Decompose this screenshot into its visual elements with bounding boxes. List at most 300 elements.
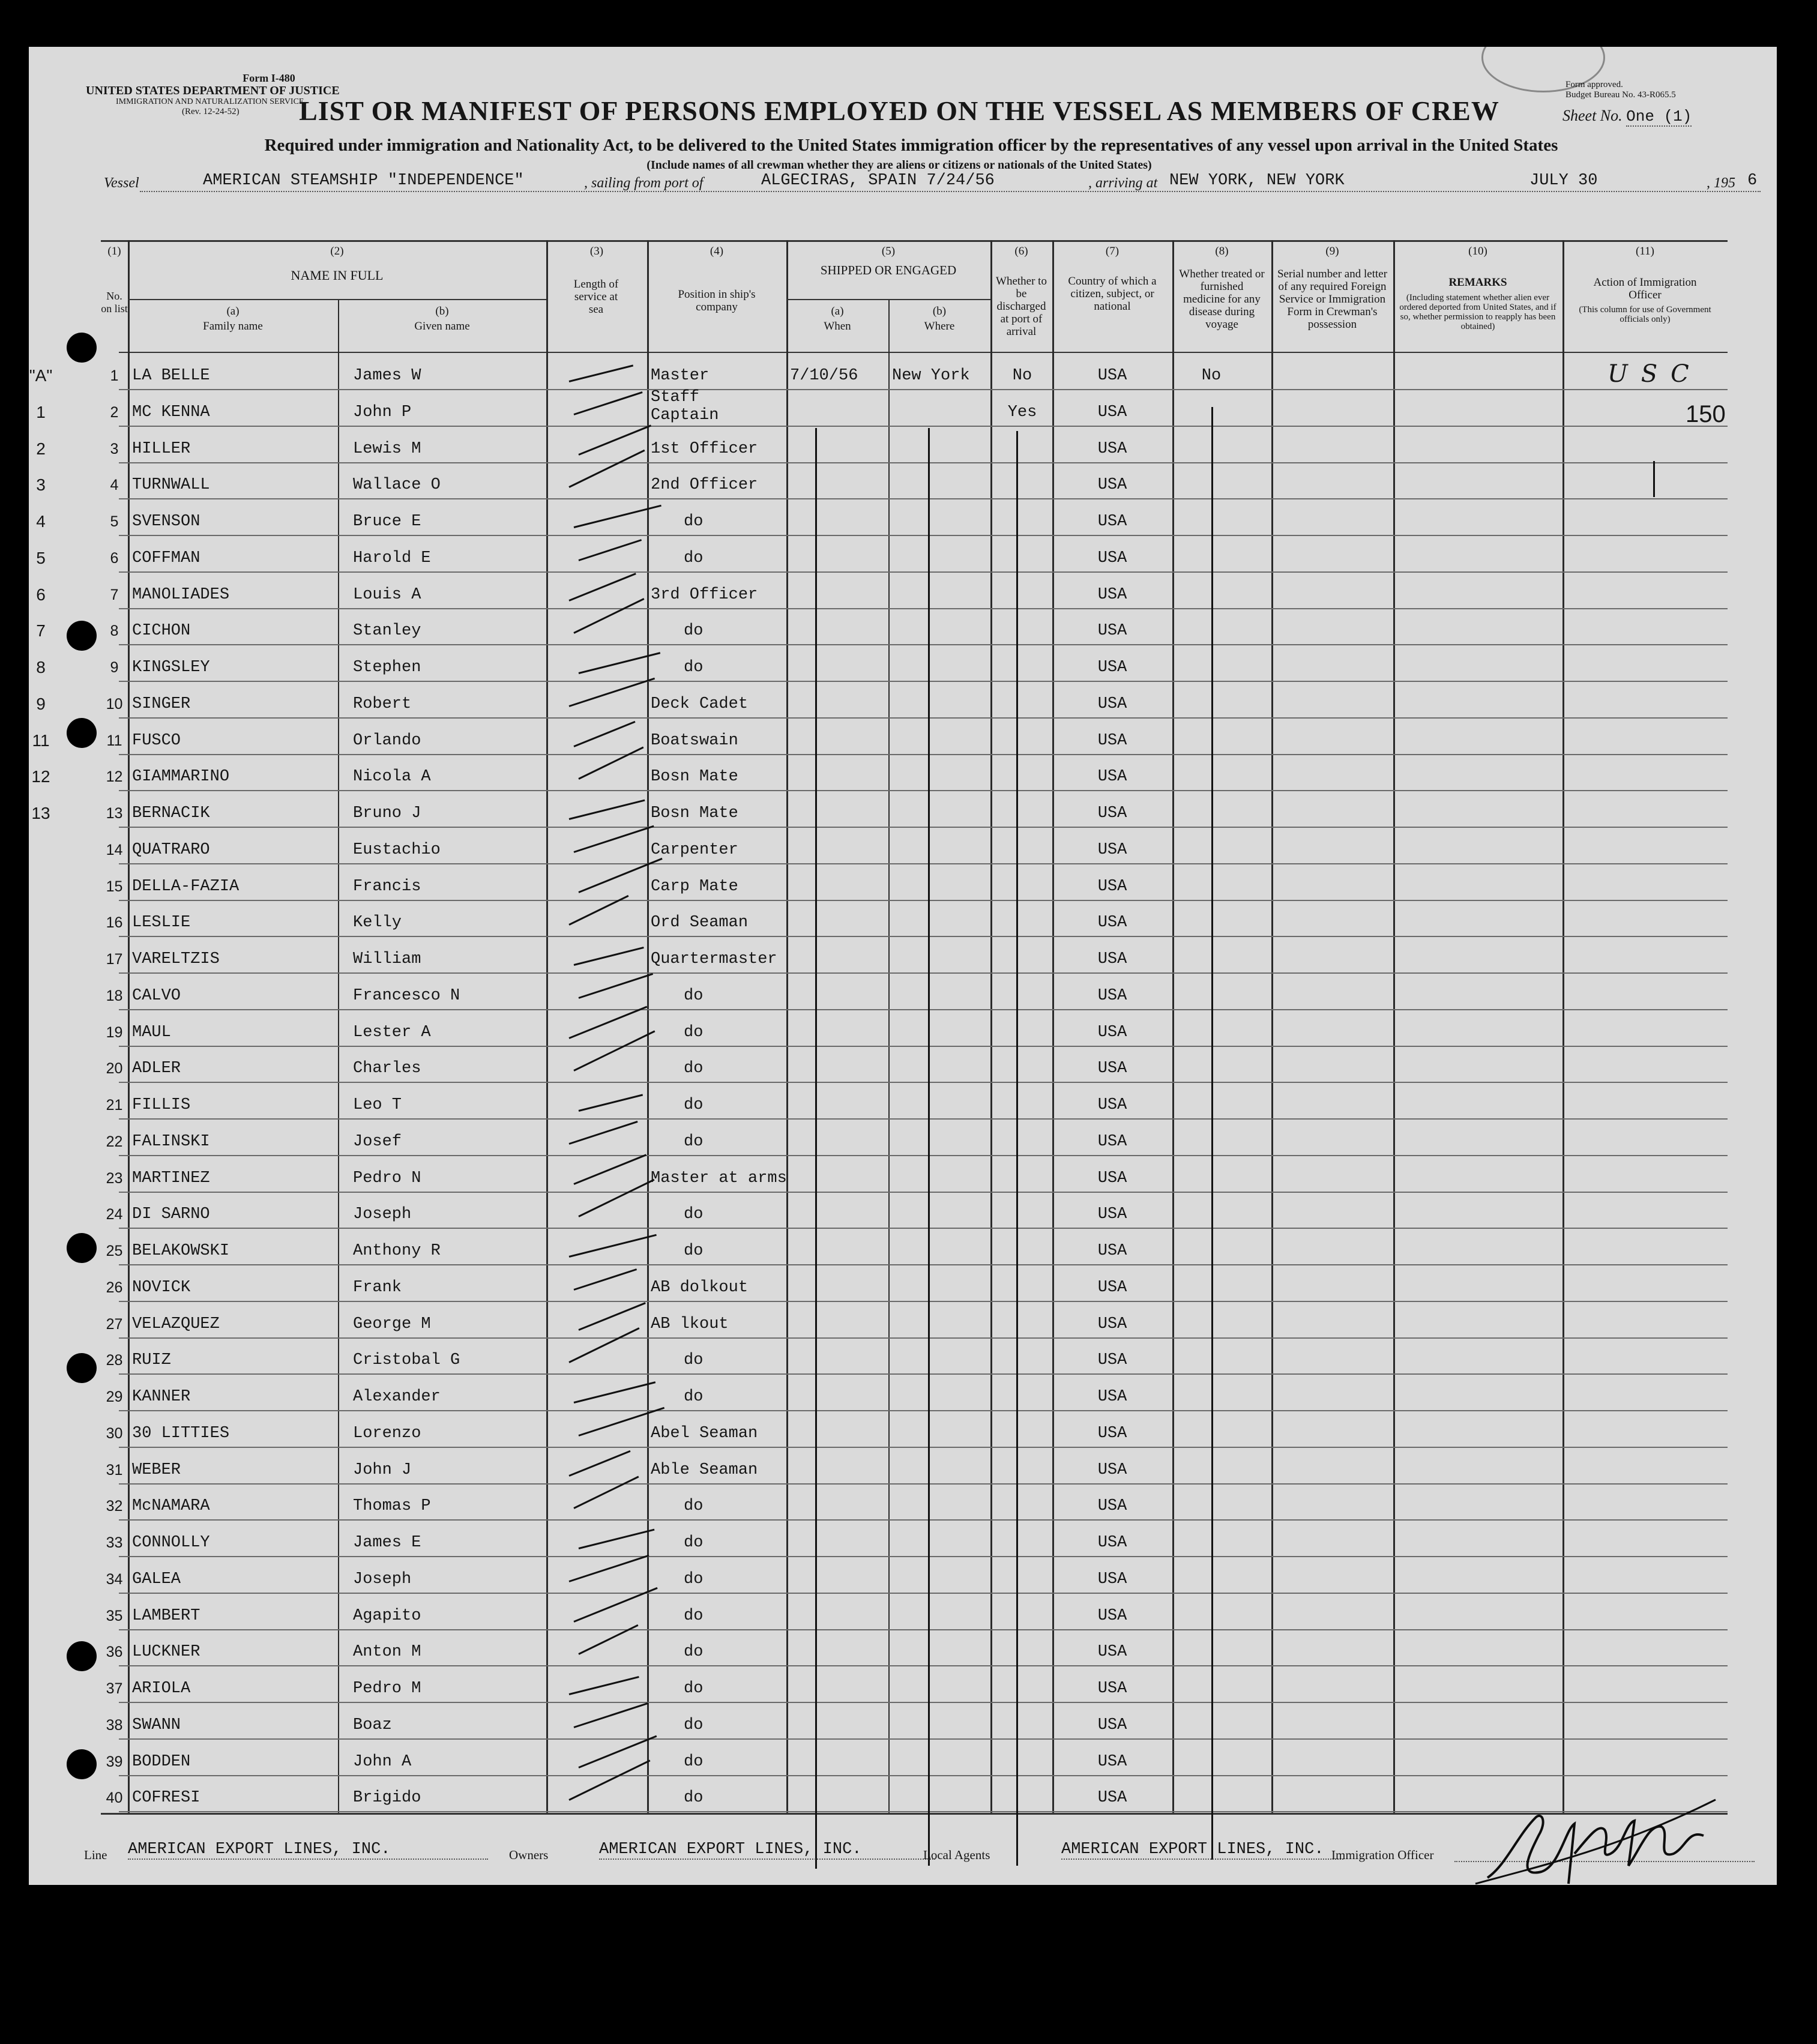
table-row: [29, 573, 1777, 609]
row-rule: [119, 608, 1728, 609]
row-number: 22: [106, 1133, 123, 1150]
check-mark: [569, 364, 633, 382]
table-row: [29, 537, 1777, 573]
row-rule: [119, 1264, 1728, 1265]
position: Bosn Mate: [651, 804, 738, 822]
family-name: MANOLIADES: [132, 585, 230, 604]
position: 2nd Officer: [651, 476, 758, 495]
position: Ord Seaman: [651, 914, 749, 932]
check-mark: [568, 1450, 630, 1476]
budget-bureau: Budget Bureau No. 43-R065.5: [1565, 90, 1676, 100]
punch-hole: [67, 1353, 97, 1383]
row-number: 14: [106, 841, 123, 858]
country: USA: [1097, 1461, 1127, 1479]
table-row: [29, 1120, 1777, 1156]
officer-label: Immigration Officer: [1331, 1848, 1434, 1862]
arrival-date: JULY 30: [1529, 172, 1598, 190]
check-mark: [568, 1005, 647, 1039]
country: USA: [1097, 695, 1127, 713]
punch-hole: [67, 1233, 97, 1263]
position: do: [684, 1351, 704, 1370]
given-name: Joseph: [353, 1570, 412, 1588]
family-name: QUATRARO: [132, 840, 210, 859]
check-mark: [574, 505, 661, 528]
table-row: [29, 500, 1777, 536]
family-name: CONNOLLY: [132, 1534, 210, 1552]
col-4-header: Position in ship's company: [678, 288, 756, 313]
check-mark: [569, 1234, 657, 1258]
given-name: Lorenzo: [353, 1424, 421, 1443]
agents-label: Local Agents: [923, 1848, 990, 1862]
check-mark: [569, 1121, 638, 1145]
family-name: SVENSON: [132, 513, 200, 531]
row-rule: [119, 1483, 1728, 1485]
table-row: [29, 792, 1777, 828]
table-row: [29, 463, 1777, 499]
family-name: BERNACIK: [132, 804, 210, 822]
ditto-line-discharged: [1016, 431, 1018, 1866]
country: USA: [1097, 1169, 1127, 1187]
row-rule: [119, 1629, 1728, 1630]
discharged: Yes: [1007, 403, 1037, 421]
row-rule: [119, 717, 1728, 719]
row-number: 40: [106, 1789, 123, 1807]
position: do: [684, 1789, 704, 1807]
sailing-port: ALGECIRAS, SPAIN 7/24/56: [761, 172, 995, 190]
row-rule: [119, 1009, 1728, 1010]
family-name: LUCKNER: [132, 1643, 200, 1662]
row-rule: [119, 462, 1728, 463]
family-name: CICHON: [132, 622, 191, 641]
family-name: CALVO: [132, 986, 181, 1005]
line-value: AMERICAN EXPORT LINES, INC.: [128, 1841, 488, 1860]
agents-value: AMERICAN EXPORT LINES, INC.: [1061, 1841, 1343, 1860]
row-number: 35: [106, 1607, 123, 1624]
given-name: John A: [353, 1752, 412, 1771]
table-row: [29, 1157, 1777, 1193]
family-name: MC KENNA: [132, 403, 210, 421]
col-2b-header: Given name: [414, 320, 470, 333]
given-name: Brigido: [353, 1789, 421, 1807]
row-rule: [119, 827, 1728, 828]
given-name: Joseph: [353, 1205, 412, 1224]
position: do: [684, 549, 704, 567]
family-name: FALINSKI: [132, 1132, 210, 1151]
row-rule: [119, 1155, 1728, 1156]
country: USA: [1097, 585, 1127, 604]
family-name: 30 LITTIES: [132, 1424, 230, 1443]
table-row: [29, 1193, 1777, 1229]
table-row: [29, 646, 1777, 682]
margin-number: 4: [36, 512, 46, 531]
country: USA: [1097, 367, 1127, 385]
margin-number: 6: [36, 585, 46, 604]
country: USA: [1097, 914, 1127, 932]
col-11-num: (11): [1636, 245, 1654, 258]
row-number: 23: [106, 1169, 123, 1187]
position: do: [684, 1388, 704, 1406]
year-digit: 6: [1747, 172, 1758, 190]
col-9-num: (9): [1325, 245, 1339, 258]
family-name: KANNER: [132, 1388, 191, 1406]
service-name: IMMIGRATION AND NATURALIZATION SERVICE: [116, 97, 304, 106]
position: Carpenter: [651, 840, 738, 859]
position: do: [684, 1023, 704, 1042]
given-name: Anthony R: [353, 1242, 441, 1260]
punch-hole: [67, 1641, 97, 1671]
check-mark: [574, 391, 643, 415]
family-name: ADLER: [132, 1060, 181, 1078]
row-rule: [119, 754, 1728, 755]
row-rule: [119, 389, 1728, 390]
position: do: [684, 1570, 704, 1588]
given-name: Boaz: [353, 1716, 392, 1734]
given-name: Lester A: [353, 1023, 431, 1042]
family-name: KINGSLEY: [132, 659, 210, 677]
position: do: [684, 986, 704, 1005]
form-approved: Form approved.: [1565, 80, 1623, 89]
check-mark: [573, 720, 635, 747]
col-5b-header: Where: [924, 320, 955, 333]
line-label: Line: [84, 1848, 107, 1862]
given-name: Cristobal G: [353, 1351, 460, 1370]
vessel-label: Vessel: [104, 175, 139, 191]
check-mark: [579, 973, 654, 999]
given-name: Francis: [353, 877, 421, 896]
arriving-port: NEW YORK, NEW YORK: [1169, 172, 1345, 190]
position: do: [684, 1242, 704, 1260]
vessel-name: AMERICAN STEAMSHIP "INDEPENDENCE": [203, 172, 524, 190]
col-8-header: Whether treated or furnished medicine for any disease during voyage: [1179, 268, 1265, 331]
col-5-header: SHIPPED OR ENGAGED: [820, 263, 957, 277]
count-annotation: 150: [1686, 401, 1726, 427]
given-name: Alexander: [353, 1388, 441, 1406]
family-name: MARTINEZ: [132, 1169, 210, 1187]
row-number: 28: [106, 1352, 123, 1369]
check-mark: [569, 800, 645, 820]
given-name: Josef: [353, 1132, 402, 1151]
col-6-num: (6): [1014, 245, 1028, 258]
position: do: [684, 513, 704, 531]
row-rule: [119, 1738, 1728, 1740]
country: USA: [1097, 439, 1127, 458]
row-number: 19: [106, 1024, 123, 1041]
given-name: William: [353, 950, 421, 968]
row-number: 24: [106, 1206, 123, 1223]
check-mark: [569, 1676, 639, 1695]
row-number: 33: [106, 1534, 123, 1551]
check-mark: [574, 1702, 649, 1728]
given-name: George M: [353, 1315, 431, 1333]
family-name: GALEA: [132, 1570, 181, 1588]
country: USA: [1097, 1424, 1127, 1443]
given-name: Lewis M: [353, 439, 421, 458]
given-name: Frank: [353, 1278, 402, 1297]
col-9-header: Serial number and letter of any required Foreign Service or Immigration Form in Crewman's possession: [1277, 268, 1388, 331]
margin-number: 2: [36, 439, 46, 458]
position: AB lkout: [651, 1315, 729, 1333]
check-mark: [568, 573, 636, 601]
row-number: 37: [106, 1680, 123, 1697]
family-name: ARIOLA: [132, 1680, 191, 1698]
row-number: 36: [106, 1644, 123, 1661]
row-rule: [119, 535, 1728, 536]
arriving-label: , arriving at: [1088, 175, 1158, 191]
sheet-label: Sheet No.: [1562, 107, 1623, 124]
family-name: LESLIE: [132, 914, 191, 932]
table-row: [29, 1449, 1777, 1485]
row-rule: [119, 426, 1728, 427]
table-row: [29, 388, 1777, 427]
family-name: LAMBERT: [132, 1606, 200, 1625]
check-mark: [574, 1381, 656, 1403]
table-row: [29, 1594, 1777, 1630]
country: USA: [1097, 1716, 1127, 1734]
col-2b-num: (b): [435, 305, 449, 318]
family-name: HILLER: [132, 439, 191, 458]
check-mark: [573, 1154, 646, 1184]
table-row: [29, 1704, 1777, 1740]
col-2-num: (2): [330, 245, 344, 258]
row-number: 39: [106, 1753, 123, 1770]
year-prefix: , 195: [1707, 175, 1735, 191]
ditto-line-when: [815, 428, 817, 1869]
family-name: LA BELLE: [132, 367, 210, 385]
row-number: 17: [106, 951, 123, 968]
country: USA: [1097, 1752, 1127, 1771]
family-name: BODDEN: [132, 1752, 191, 1771]
check-mark: [574, 1268, 637, 1291]
family-name: COFFMAN: [132, 549, 200, 567]
country: USA: [1097, 1680, 1127, 1698]
ditto-line-where: [928, 428, 930, 1866]
position: Carp Mate: [651, 877, 738, 896]
table-row: [29, 1558, 1777, 1594]
table-row: [29, 1412, 1777, 1448]
given-name: Eustachio: [353, 840, 441, 859]
table-row: [29, 354, 1777, 390]
row-number: 31: [106, 1461, 123, 1479]
row-number: 2: [110, 403, 119, 421]
row-number: 29: [106, 1388, 123, 1405]
family-name: SINGER: [132, 695, 191, 713]
table-row: [29, 719, 1777, 755]
family-name: DI SARNO: [132, 1205, 210, 1224]
medicine: No: [1201, 367, 1222, 385]
row-number: 12: [106, 768, 123, 786]
country: USA: [1097, 1643, 1127, 1662]
row-rule: [119, 1228, 1728, 1229]
family-name: MAUL: [132, 1023, 171, 1042]
country: USA: [1097, 1205, 1127, 1224]
table-row: [29, 1339, 1777, 1375]
check-mark: [579, 539, 642, 561]
row-number: 6: [110, 549, 119, 567]
position: Able Seaman: [651, 1461, 758, 1479]
margin-number: 9: [36, 694, 46, 713]
revision-date: (Rev. 12-24-52): [182, 107, 240, 116]
position: 3rd Officer: [651, 585, 758, 604]
given-name: John P: [353, 403, 412, 421]
row-rule: [119, 1192, 1728, 1193]
position: do: [684, 1497, 704, 1516]
row-rule: [119, 1556, 1728, 1557]
given-name: Thomas P: [353, 1497, 431, 1516]
row-rule: [119, 1373, 1728, 1375]
col-4-num: (4): [710, 245, 724, 258]
given-name: James E: [353, 1534, 421, 1552]
row-rule: [119, 1447, 1728, 1448]
table-row: [29, 1084, 1777, 1120]
given-name: Agapito: [353, 1606, 421, 1625]
family-name: DELLA-FAZIA: [132, 877, 240, 896]
given-name: Anton M: [353, 1643, 421, 1662]
country: USA: [1097, 1060, 1127, 1078]
given-name: Stanley: [353, 622, 421, 641]
punch-hole: [67, 333, 97, 363]
col-6-header: Whether to be discharged at port of arrival: [996, 275, 1047, 338]
position: do: [684, 1680, 704, 1698]
department-name: UNITED STATES DEPARTMENT OF JUSTICE: [86, 84, 340, 97]
country: USA: [1097, 877, 1127, 896]
table-row: [29, 683, 1777, 719]
country: USA: [1097, 950, 1127, 968]
country: USA: [1097, 1570, 1127, 1588]
row-number: 18: [106, 987, 123, 1004]
voyage-line: [104, 172, 1761, 193]
family-name: WEBER: [132, 1461, 181, 1479]
punch-hole: [67, 1749, 97, 1779]
col-7-header: Country of which a citizen, subject, or national: [1068, 275, 1157, 313]
row-rule: [119, 1082, 1728, 1083]
officer-signature: [1469, 1764, 1722, 1885]
given-name: Wallace O: [353, 476, 441, 495]
row-rule: [119, 1702, 1728, 1703]
col-11-note: (This column for use of Government officials only): [1579, 305, 1711, 324]
table-row: [29, 1485, 1777, 1521]
given-name: Robert: [353, 695, 412, 713]
check-mark: [578, 1302, 645, 1331]
country: USA: [1097, 513, 1127, 531]
sheet-value: One (1): [1626, 107, 1692, 125]
row-rule: [119, 936, 1728, 937]
table-row: [29, 828, 1777, 864]
country: USA: [1097, 1315, 1127, 1333]
punch-hole: [67, 621, 97, 651]
family-name: BELAKOWSKI: [132, 1242, 230, 1260]
country: USA: [1097, 549, 1127, 567]
check-mark: [579, 1529, 655, 1549]
country: USA: [1097, 1534, 1127, 1552]
country: USA: [1097, 622, 1127, 641]
row-number: 4: [110, 477, 119, 494]
check-mark: [569, 1555, 649, 1582]
position: do: [684, 1534, 704, 1552]
country: USA: [1097, 1388, 1127, 1406]
row-number: 34: [106, 1570, 123, 1588]
margin-number: 1: [36, 402, 46, 421]
position: Boatswain: [651, 731, 738, 750]
country: USA: [1097, 659, 1127, 677]
col-5a-header: When: [824, 320, 851, 333]
row-rule: [119, 900, 1728, 901]
country: USA: [1097, 1242, 1127, 1260]
margin-number: 12: [31, 767, 50, 786]
col-3-header: Length of service at sea: [573, 278, 619, 316]
country: USA: [1097, 1132, 1127, 1151]
position: Deck Cadet: [651, 695, 749, 713]
table-row: [29, 1303, 1777, 1339]
check-mark: [569, 677, 655, 707]
row-number: 1: [110, 367, 119, 384]
family-name: VARELTZIS: [132, 950, 220, 968]
row-rule: [119, 1118, 1728, 1120]
row-rule: [119, 863, 1728, 864]
form-subtitle: Required under immigration and Nationality Act, to be delivered to the United States immigration officer by the representatives of any vessel upon arrival in the United States: [264, 136, 1558, 155]
country: USA: [1097, 731, 1127, 750]
family-name: FUSCO: [132, 731, 181, 750]
family-name: VELAZQUEZ: [132, 1315, 220, 1333]
given-name: John J: [353, 1461, 412, 1479]
form-note: (Include names of all crewman whether they are aliens or citizens or nationals of the United States): [646, 158, 1152, 172]
country: USA: [1097, 403, 1127, 421]
row-rule: [119, 571, 1728, 573]
margin-number: 8: [36, 658, 46, 677]
col-5-num: (5): [881, 245, 896, 258]
table-row: [29, 609, 1777, 645]
row-number: 7: [110, 586, 119, 603]
ditto-line-action: [1653, 461, 1655, 497]
table-row: [29, 1667, 1777, 1703]
usc-annotation: USC: [1608, 360, 1702, 388]
given-name: Pedro M: [353, 1680, 421, 1698]
given-name: Nicola A: [353, 768, 431, 786]
margin-number: 3: [36, 475, 46, 495]
row-number: 38: [106, 1716, 123, 1734]
col-5a-num: (a): [831, 305, 844, 318]
position: do: [684, 1716, 704, 1734]
row-number: 10: [106, 695, 123, 713]
table-row: [29, 974, 1777, 1010]
table-row: [29, 938, 1777, 974]
given-name: Stephen: [353, 659, 421, 677]
col-1-num: (1): [107, 245, 121, 258]
check-mark: [579, 1094, 643, 1112]
position: do: [684, 1132, 704, 1151]
position: 1st Officer: [651, 439, 758, 458]
position: Abel Seaman: [651, 1424, 758, 1443]
table-row: [29, 1375, 1777, 1411]
shipped-where: New York: [892, 367, 970, 385]
row-rule: [119, 972, 1728, 974]
row-number: 30: [106, 1424, 123, 1442]
country: USA: [1097, 986, 1127, 1005]
row-number: 26: [106, 1279, 123, 1296]
position: Bosn Mate: [651, 768, 738, 786]
row-number: 25: [106, 1243, 123, 1259]
country: USA: [1097, 476, 1127, 495]
given-name: Harold E: [353, 549, 431, 567]
row-number: 20: [106, 1060, 123, 1078]
table-row: [29, 1521, 1777, 1557]
country: USA: [1097, 1351, 1127, 1370]
family-name: SWANN: [132, 1716, 181, 1734]
country: USA: [1097, 768, 1127, 786]
sailing-label: , sailing from port of: [584, 175, 704, 191]
row-rule: [119, 1301, 1728, 1302]
family-name: COFRESI: [132, 1789, 200, 1807]
row-number: 8: [110, 623, 119, 640]
